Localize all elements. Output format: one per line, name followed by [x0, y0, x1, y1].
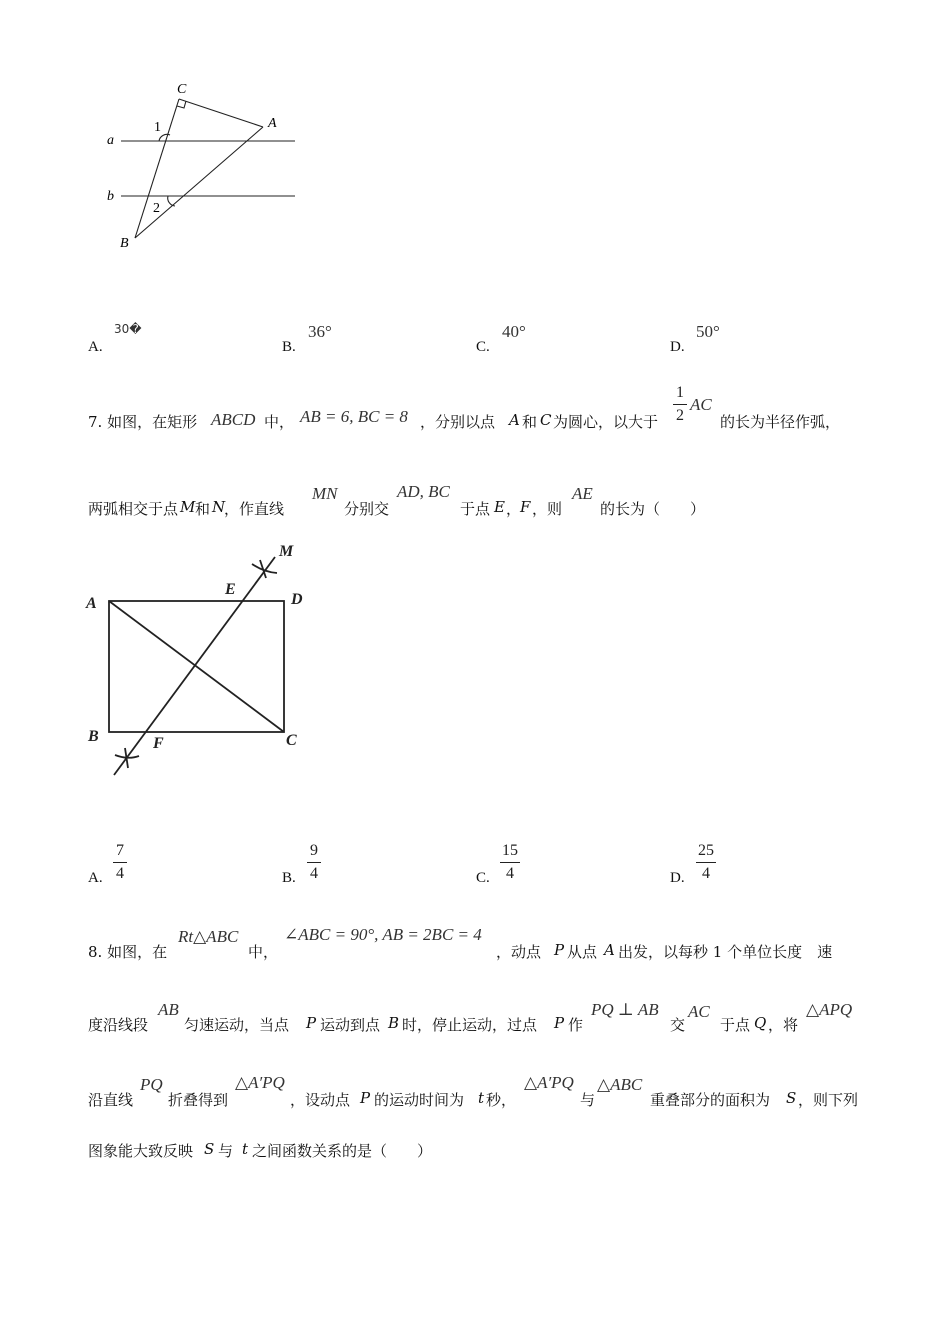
fraction-numerator: 25: [698, 842, 714, 859]
label-c: C: [286, 732, 297, 749]
q8-text: 与: [218, 1142, 234, 1160]
q8-var-t: t: [478, 1089, 485, 1107]
option-fraction: [113, 843, 127, 882]
option-value: 36°: [308, 322, 332, 341]
q7-ad-bc: AD, BC: [397, 482, 450, 501]
q8-line-4: [88, 1134, 868, 1164]
q8-text: 图象能大致反映: [88, 1142, 194, 1160]
option-value: 30�: [114, 322, 142, 336]
q8-text: 8. 如图，在: [88, 943, 168, 961]
label-b-point: B: [120, 236, 129, 251]
fraction-denominator: 2: [676, 407, 684, 424]
q8-ab: AB: [158, 1000, 179, 1019]
q7-line-2: [88, 482, 868, 522]
q8-triangle-abc: △ABC: [597, 1075, 643, 1094]
q8-text: 匀速运动，当点: [184, 1016, 290, 1034]
q7-point-a: A: [509, 411, 520, 429]
q7-fraction-half: [673, 385, 687, 424]
option-fraction: [307, 843, 321, 882]
label-d: D: [291, 591, 303, 608]
q8-text: 折叠得到: [168, 1091, 229, 1109]
q7-text: 和: [195, 500, 211, 518]
figure-q6-parallel-lines: [0, 0, 320, 270]
q7-point-c: C: [540, 411, 552, 429]
q8-var-t: t: [242, 1140, 249, 1158]
figure-q7-rectangle: [0, 530, 340, 790]
q8-line-1: [88, 925, 868, 965]
option-letter: C.: [476, 339, 490, 355]
option-letter: B.: [282, 870, 296, 886]
option-value: 40°: [502, 322, 526, 341]
q8-text: 运动到点: [320, 1016, 381, 1034]
label-line-a: a: [107, 133, 114, 148]
q8-var-s: S: [204, 1140, 215, 1158]
option-value: 50°: [696, 322, 720, 341]
label-angle-2: 2: [153, 201, 160, 216]
q8-perp: PQ ⊥ AB: [591, 1000, 659, 1019]
q7-rect-name: ABCD: [211, 410, 256, 429]
q7-text: 的长为（ ）: [600, 500, 706, 518]
label-e: E: [225, 581, 236, 598]
q8-var-s: S: [786, 1089, 797, 1107]
q8-text: 的运动时间为: [374, 1091, 465, 1109]
q8-point-p: P: [554, 941, 565, 959]
segment-ca: [179, 99, 263, 127]
q7-point-n: N: [212, 498, 226, 516]
q8-given: ∠ABC = 90°, AB = 2BC = 4: [284, 925, 482, 944]
q8-text: 出发，以每秒 1 个单位长度 速: [618, 943, 833, 961]
q8-triangle-a-prime-pq: △A′PQ: [235, 1073, 285, 1092]
q8-pq: PQ: [140, 1075, 163, 1094]
q8-text: 从点: [567, 943, 598, 961]
fraction-denominator: 4: [506, 865, 514, 882]
q7-text: ，分别以点: [420, 413, 496, 431]
fraction-numerator: 7: [116, 842, 124, 859]
q7-text: 和: [522, 413, 538, 431]
q8-text: ，动点: [496, 943, 542, 961]
diagonal-ac: [109, 601, 284, 732]
label-b: B: [88, 728, 99, 745]
q7-point-m: M: [180, 498, 196, 516]
fraction-denominator: 4: [702, 865, 710, 882]
option-letter: B.: [282, 339, 296, 355]
q8-triangle-a-prime-pq: △A′PQ: [524, 1073, 574, 1092]
q8-point-p: P: [306, 1014, 317, 1032]
q7-given: AB = 6, BC = 8: [300, 407, 408, 426]
label-m: M: [279, 543, 294, 560]
q7-point-f: F: [520, 498, 531, 516]
q8-point-a: A: [604, 941, 615, 959]
q8-text: ，设动点: [290, 1091, 351, 1109]
q7-ac: AC: [690, 395, 712, 414]
q7-text: 分别交: [344, 500, 390, 518]
fraction-denominator: 4: [116, 865, 124, 882]
option-letter: A.: [88, 339, 103, 355]
q8-text: ，将: [768, 1016, 799, 1034]
option-letter: D.: [670, 339, 685, 355]
q8-ac: AC: [688, 1002, 710, 1021]
q8-text: 沿直线: [88, 1091, 134, 1109]
q8-point-p: P: [554, 1014, 565, 1032]
q8-text: 中，: [248, 943, 279, 961]
label-angle-1: 1: [154, 120, 161, 135]
label-a-point: A: [268, 116, 277, 131]
q8-triangle-apq: △APQ: [806, 1000, 853, 1019]
label-f: F: [153, 735, 164, 752]
label-a: A: [86, 595, 97, 612]
q8-text: 交: [670, 1016, 686, 1034]
q7-line-1: [88, 385, 868, 435]
fraction-denominator: 4: [310, 865, 318, 882]
q8-line-3: [88, 1073, 868, 1113]
option-letter: A.: [88, 870, 103, 886]
fraction-numerator: 15: [502, 842, 518, 859]
q7-text: 为圆心，以大于: [553, 413, 659, 431]
q7-prefix: 7. 如图，在矩形: [88, 413, 198, 431]
option-fraction: [500, 843, 520, 882]
q8-text: 时，停止运动，过点: [402, 1016, 538, 1034]
q8-point-b: B: [388, 1014, 400, 1032]
fraction-numerator: 9: [310, 842, 318, 859]
label-line-b: b: [107, 189, 114, 204]
q8-rt-triangle: Rt△ABC: [178, 927, 239, 946]
q7-text: ，作直线: [224, 500, 285, 518]
q8-text: 之间函数关系的是（ ）: [252, 1142, 433, 1160]
option-letter: C.: [476, 870, 490, 886]
q7-zhong: 中，: [264, 413, 295, 431]
q8-text: 重叠部分的面积为: [650, 1091, 771, 1109]
q7-ae: AE: [572, 484, 593, 503]
line-mn: [114, 557, 275, 775]
q8-text: 作: [568, 1016, 584, 1034]
q7-text: 的长为半径作弧，: [720, 413, 841, 431]
q8-point-q: Q: [754, 1014, 767, 1032]
q7-text: ，则: [532, 500, 563, 518]
option-letter: D.: [670, 870, 685, 886]
q8-text: 秒，: [486, 1091, 517, 1109]
q8-text: 与: [580, 1091, 596, 1109]
fraction-numerator: 1: [676, 384, 684, 401]
label-c: C: [177, 82, 187, 97]
option-fraction: [696, 843, 716, 882]
segment-ab: [135, 127, 263, 238]
q8-text: 于点: [720, 1016, 751, 1034]
q7-point-e: E: [494, 498, 505, 516]
q7-mn: MN: [312, 484, 338, 503]
q7-text: 两弧相交于点: [88, 500, 179, 518]
q8-point-p: P: [360, 1089, 371, 1107]
q8-line-2: [88, 998, 868, 1038]
angle-1-arc: [159, 134, 170, 141]
q8-text: 度沿线段: [88, 1016, 149, 1034]
q8-text: ，则下列: [798, 1091, 859, 1109]
q7-text: 于点: [460, 500, 491, 518]
q7-text: ，: [506, 500, 522, 518]
